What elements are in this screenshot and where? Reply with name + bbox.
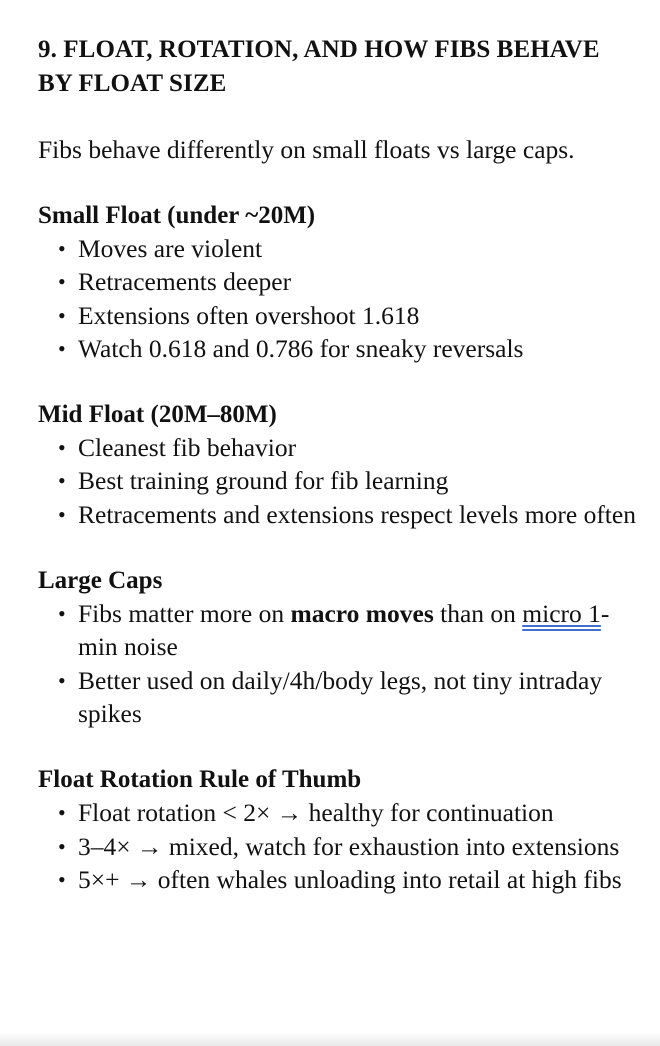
list-item-text: Retracements and extensions respect levels more often [78,499,636,529]
list-item [38,498,638,531]
bullet-icon: • [58,667,66,693]
document-page [38,33,638,896]
page-title: 9. FLOAT, ROTATION, AND HOW FIBS BEHAVE BY FLOAT SIZE [38,36,600,97]
list-item [38,664,638,731]
list-item [38,464,638,497]
bullet-icon: • [58,435,66,461]
bullet-list [38,431,638,531]
spellcheck-underlined-word[interactable]: micro 1 [522,599,601,629]
list-item-text: Watch 0.618 and 0.786 for sneaky reversals [78,333,524,363]
bullet-icon: • [58,302,66,328]
section-heading: Small Float (under ~20M) [38,202,316,229]
list-item-text: 3–4× → mixed, watch for exhaustion into extensions [78,831,620,861]
bullet-list [38,796,638,896]
bullet-icon: • [58,335,66,361]
list-item-text: Best training ground for fib learning [78,466,449,496]
bullet-icon: • [58,866,66,892]
section-heading: Large Caps [38,567,163,595]
section-heading: Mid Float (20M–80M) [38,401,277,429]
list-item [38,431,638,464]
bullet-icon: • [58,269,66,295]
list-item-text: Cleanest fib behavior [78,433,297,463]
bullet-icon: • [58,501,66,527]
section-mid-float [38,398,638,531]
section-heading: Float Rotation Rule of Thumb [38,766,362,794]
list-item-text: Extensions often overshoot 1.618 [78,300,420,330]
list-item [38,863,638,896]
bullet-icon: • [58,601,66,627]
bullet-icon: • [58,833,66,859]
list-item [38,597,638,664]
list-item-text: 5×+ → often whales unloading into retail at high fibs [78,864,622,894]
list-item [38,796,638,829]
bullet-list [38,232,638,365]
list-item [38,299,638,332]
bullet-list [38,597,638,730]
list-item-text: Float rotation < 2× → healthy for continuation [78,798,554,828]
intro-paragraph: Fibs behave differently on small floats vs large caps. [38,135,575,164]
list-item-text: Moves are violent [78,234,263,263]
list-item-text: Retracements deeper [78,267,292,297]
list-item [38,332,638,365]
section-large-caps [38,564,638,730]
bullet-icon: • [58,800,66,826]
list-item-text-mid: than on [433,599,523,629]
list-item-text-pre: Fibs matter more on [78,599,291,629]
bottom-scroll-shadow [0,1032,660,1046]
bold-phrase: macro moves [290,599,434,629]
list-item [38,830,638,863]
list-item [38,232,638,265]
list-item-text: Better used on daily/4h/body legs, not tiny intraday spikes [78,665,603,728]
list-item-text-post: -min noise [78,599,610,662]
list-item [38,265,638,298]
bullet-icon: • [58,236,66,261]
section-float-rotation [38,763,638,896]
bullet-icon: • [58,468,66,494]
section-small-float [38,199,638,365]
